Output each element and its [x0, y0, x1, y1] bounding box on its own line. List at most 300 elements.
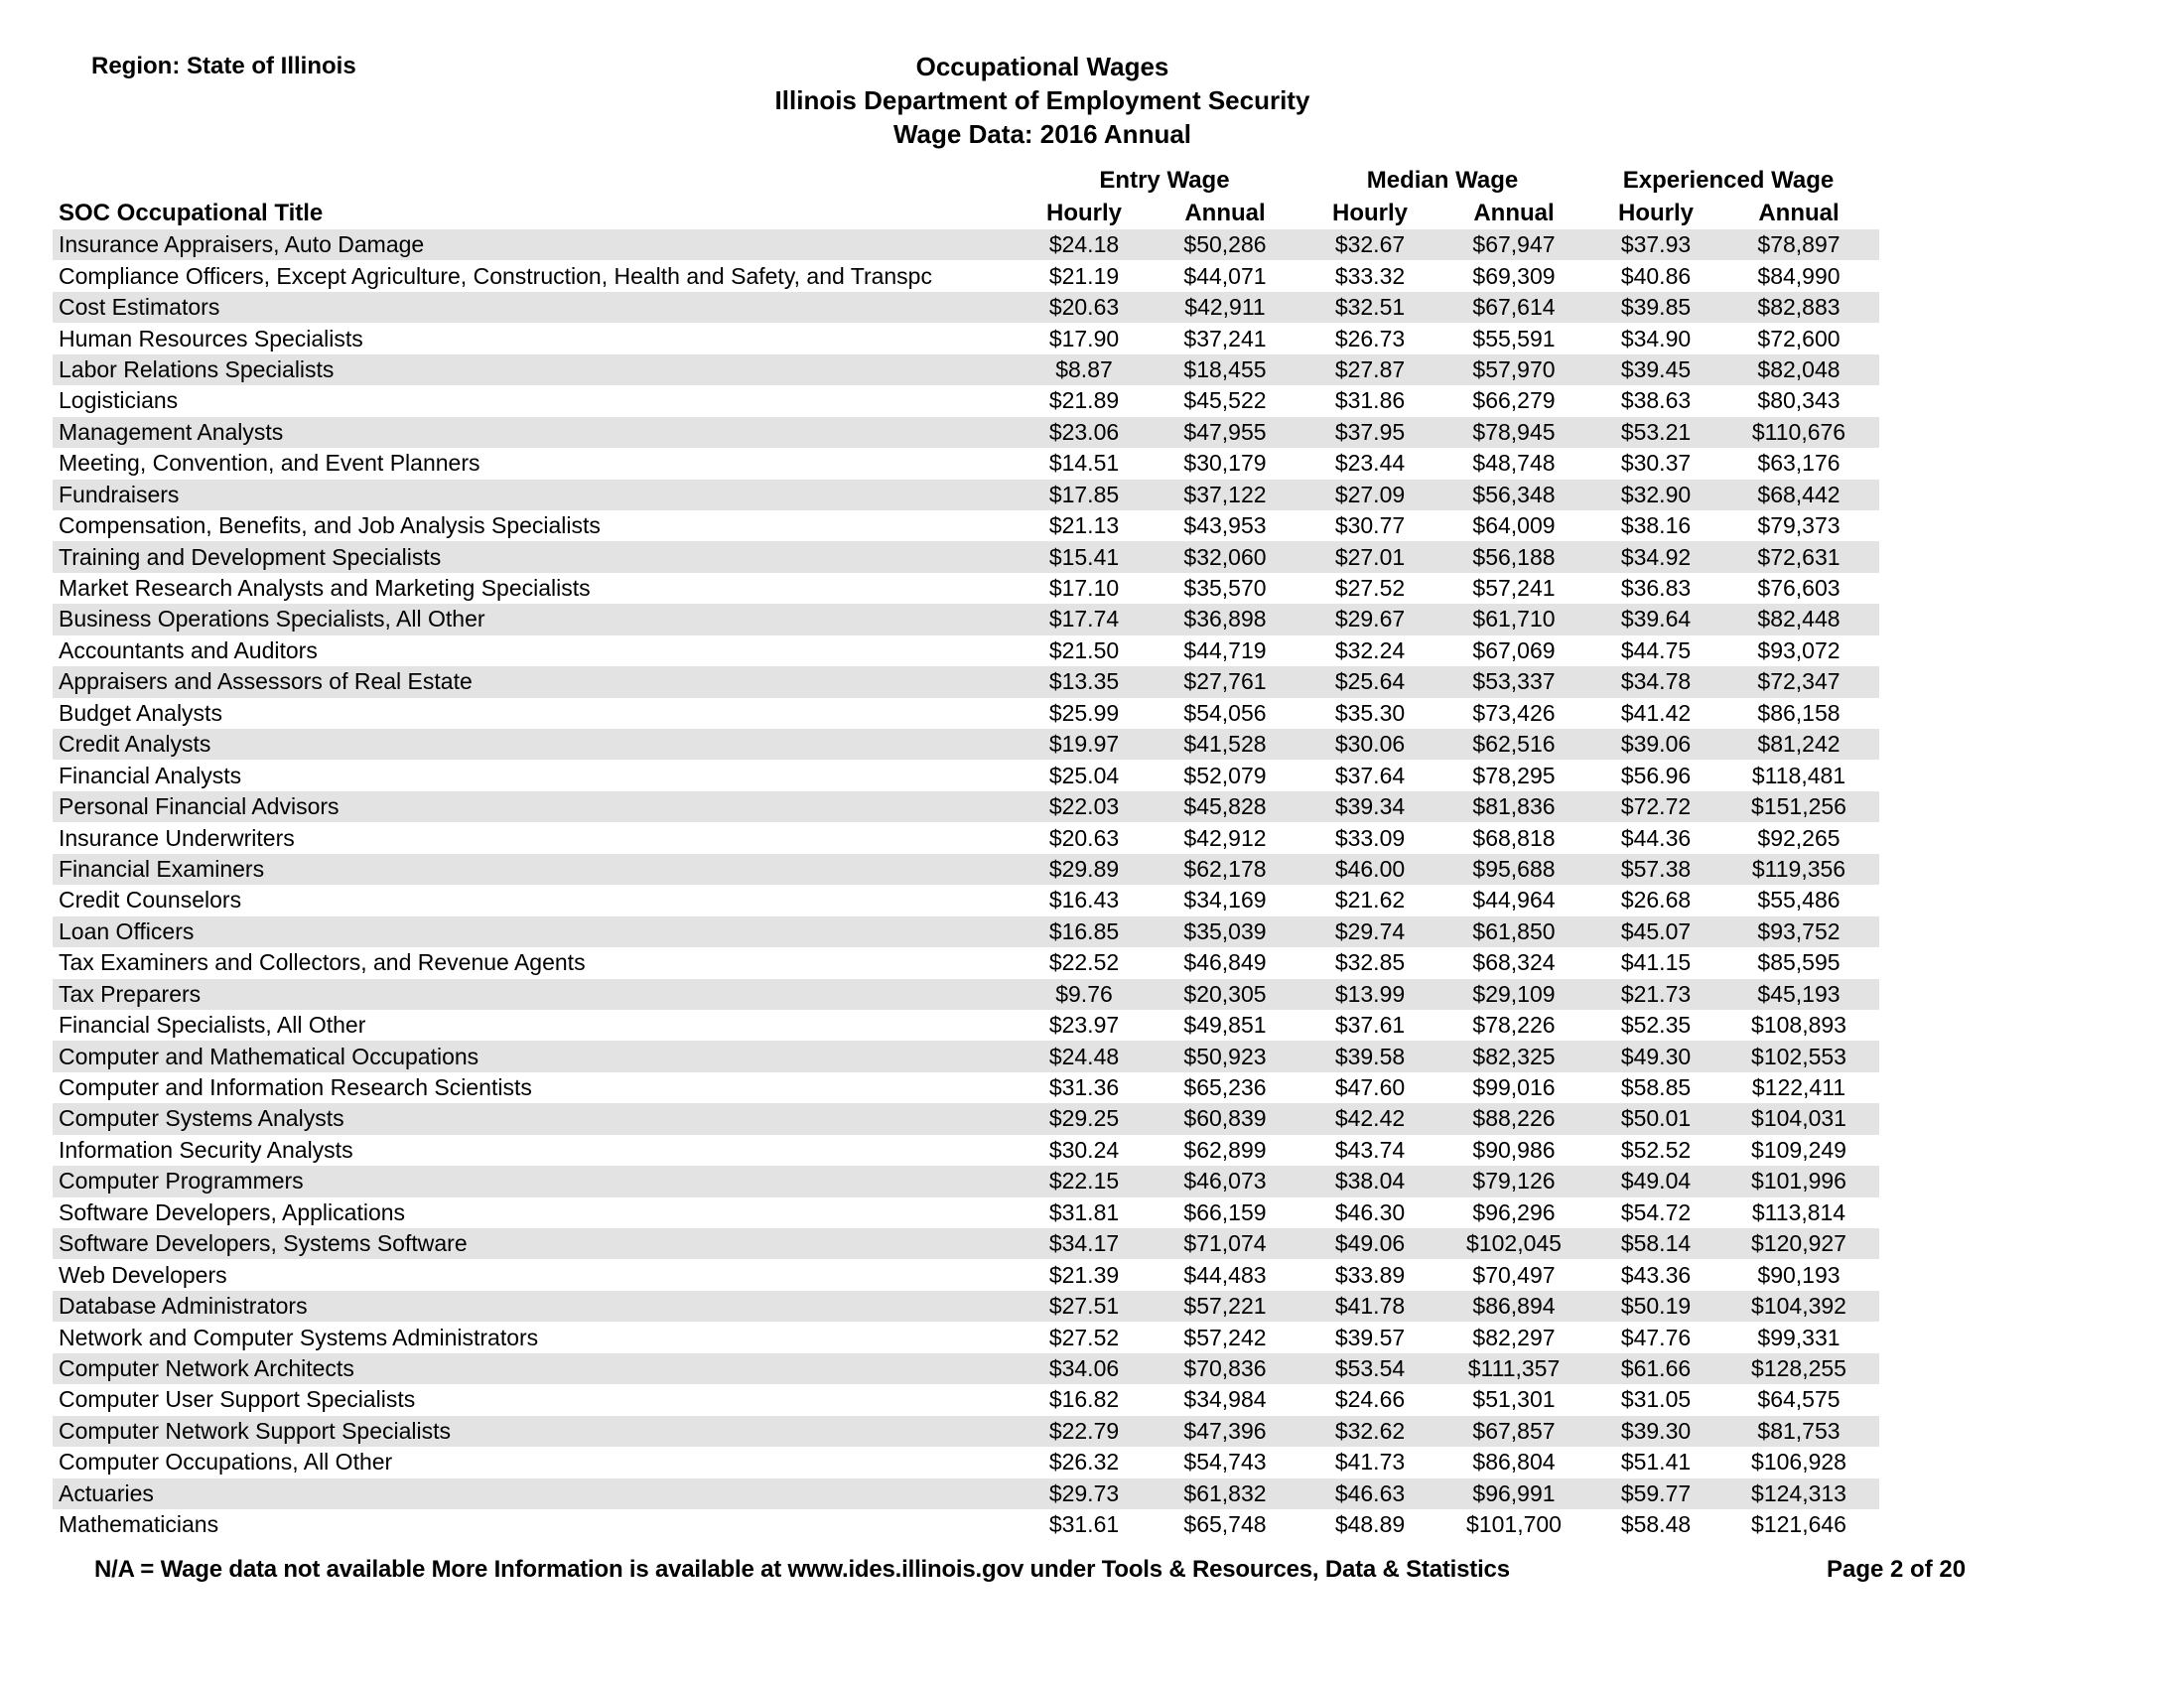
table-row: [53, 885, 1879, 915]
cell-entry-annual: $50,923: [1183, 1043, 1267, 1069]
table-row: [53, 979, 1879, 1010]
cell-experienced-hourly: $39.06: [1620, 731, 1692, 758]
cell-entry-hourly: $17.85: [1048, 481, 1120, 507]
cell-median-hourly: $35.30: [1334, 699, 1406, 726]
cell-entry-annual: $46,849: [1183, 949, 1267, 976]
table-row: [53, 480, 1879, 510]
cell-experienced-hourly: $58.85: [1620, 1074, 1692, 1101]
cell-median-hourly: $37.61: [1334, 1012, 1406, 1039]
cell-entry-annual: $37,122: [1183, 481, 1267, 507]
cell-median-hourly: $38.04: [1334, 1168, 1406, 1195]
cell-entry-hourly: $22.15: [1048, 1168, 1120, 1195]
occupation-title: Computer and Mathematical Occupations: [59, 1043, 479, 1069]
cell-experienced-annual: $84,990: [1757, 262, 1841, 289]
cell-experienced-annual: $72,600: [1757, 325, 1841, 352]
cell-median-hourly: $37.95: [1334, 418, 1406, 445]
cell-median-annual: $68,324: [1472, 949, 1556, 976]
cell-entry-hourly: $25.99: [1048, 699, 1120, 726]
occupation-title: Computer and Information Research Scientists: [59, 1074, 532, 1101]
cell-median-annual: $81,836: [1472, 793, 1556, 820]
cell-experienced-annual: $108,893: [1751, 1012, 1846, 1039]
cell-median-annual: $57,241: [1472, 575, 1556, 602]
table-row: [53, 947, 1879, 978]
cell-entry-hourly: $19.97: [1048, 731, 1120, 758]
cell-entry-annual: $65,748: [1183, 1511, 1267, 1538]
table-row: [53, 541, 1879, 572]
cell-experienced-hourly: $58.14: [1620, 1230, 1692, 1257]
occupation-title: Cost Estimators: [59, 294, 220, 321]
cell-experienced-hourly: $61.66: [1620, 1354, 1692, 1381]
occupation-title: Financial Examiners: [59, 855, 265, 882]
cell-entry-hourly: $24.48: [1048, 1043, 1120, 1069]
cell-median-hourly: $27.01: [1334, 543, 1406, 570]
cell-experienced-hourly: $41.15: [1620, 949, 1692, 976]
cell-median-hourly: $24.66: [1334, 1386, 1406, 1413]
cell-median-hourly: $47.60: [1334, 1074, 1406, 1101]
column-header-entry-hourly: Hourly: [1045, 200, 1122, 226]
table-row: [53, 1291, 1879, 1322]
cell-median-annual: $95,688: [1472, 855, 1556, 882]
cell-entry-hourly: $16.85: [1048, 917, 1120, 944]
cell-entry-annual: $54,743: [1183, 1449, 1267, 1476]
occupation-title: Financial Analysts: [59, 762, 242, 788]
cell-entry-annual: $65,236: [1183, 1074, 1267, 1101]
cell-entry-annual: $20,305: [1183, 980, 1267, 1007]
cell-median-hourly: $31.86: [1334, 387, 1406, 414]
group-header-entry: Entry Wage: [1099, 167, 1230, 194]
footer-note: N/A = Wage data not available More Information is available at www.ides.illinois.gov under Tools & Resources, Data & Statistics: [94, 1556, 1510, 1583]
table-row: [53, 1103, 1879, 1134]
cell-median-annual: $67,614: [1472, 294, 1556, 321]
table-row: [53, 729, 1879, 760]
column-header-median-annual: Annual: [1473, 200, 1555, 226]
cell-experienced-annual: $72,347: [1757, 668, 1841, 695]
table-row: [53, 229, 1879, 260]
cell-median-hourly: $27.52: [1334, 575, 1406, 602]
cell-experienced-annual: $63,176: [1757, 450, 1841, 477]
cell-entry-annual: $44,483: [1183, 1261, 1267, 1288]
cell-median-hourly: $32.85: [1334, 949, 1406, 976]
cell-median-annual: $78,945: [1472, 418, 1556, 445]
cell-median-hourly: $21.62: [1334, 887, 1406, 914]
cell-entry-hourly: $27.51: [1048, 1293, 1120, 1320]
table-row: [53, 1228, 1879, 1259]
table-row: [53, 510, 1879, 541]
cell-median-annual: $102,045: [1466, 1230, 1562, 1257]
cell-entry-hourly: $27.52: [1048, 1324, 1120, 1350]
cell-entry-annual: $45,828: [1183, 793, 1267, 820]
cell-entry-hourly: $22.79: [1048, 1417, 1120, 1444]
cell-entry-hourly: $16.43: [1048, 887, 1120, 914]
cell-entry-annual: $62,178: [1183, 855, 1267, 882]
cell-experienced-hourly: $32.90: [1620, 481, 1692, 507]
cell-entry-hourly: $31.36: [1048, 1074, 1120, 1101]
cell-experienced-annual: $120,927: [1751, 1230, 1846, 1257]
cell-experienced-annual: $85,595: [1757, 949, 1841, 976]
cell-experienced-hourly: $39.45: [1620, 355, 1692, 382]
cell-entry-annual: $47,396: [1183, 1417, 1267, 1444]
cell-median-hourly: $26.73: [1334, 325, 1406, 352]
cell-experienced-annual: $124,313: [1751, 1479, 1846, 1506]
cell-experienced-annual: $118,481: [1751, 762, 1846, 788]
cell-median-annual: $101,700: [1466, 1511, 1562, 1538]
cell-entry-annual: $43,953: [1183, 512, 1267, 539]
group-header-median: Median Wage: [1366, 167, 1519, 194]
cell-experienced-annual: $81,753: [1757, 1417, 1841, 1444]
cell-entry-hourly: $29.25: [1048, 1105, 1120, 1132]
cell-median-hourly: $33.89: [1334, 1261, 1406, 1288]
table-row: [53, 1010, 1879, 1041]
occupation-title: Actuaries: [59, 1479, 154, 1506]
cell-median-hourly: $41.73: [1334, 1449, 1406, 1476]
column-header-experienced-annual: Annual: [1758, 200, 1840, 226]
cell-median-hourly: $30.77: [1334, 512, 1406, 539]
occupation-title: Tax Preparers: [59, 980, 202, 1007]
cell-entry-hourly: $16.82: [1048, 1386, 1120, 1413]
cell-experienced-annual: $90,193: [1757, 1261, 1841, 1288]
table-row: [53, 1259, 1879, 1290]
cell-median-hourly: $32.24: [1334, 636, 1406, 663]
cell-median-hourly: $27.87: [1334, 355, 1406, 382]
cell-entry-annual: $34,984: [1183, 1386, 1267, 1413]
occupation-title: Computer Programmers: [59, 1168, 304, 1195]
cell-entry-hourly: $29.89: [1048, 855, 1120, 882]
cell-entry-hourly: $20.63: [1048, 294, 1120, 321]
cell-experienced-annual: $122,411: [1751, 1074, 1846, 1101]
cell-entry-hourly: $26.32: [1048, 1449, 1120, 1476]
cell-entry-annual: $27,761: [1183, 668, 1267, 695]
cell-experienced-hourly: $38.63: [1620, 387, 1692, 414]
cell-experienced-hourly: $26.68: [1620, 887, 1692, 914]
cell-experienced-annual: $64,575: [1757, 1386, 1841, 1413]
cell-median-annual: $48,748: [1472, 450, 1556, 477]
cell-median-annual: $96,296: [1472, 1198, 1556, 1225]
cell-median-hourly: $32.67: [1334, 231, 1406, 258]
cell-experienced-annual: $104,031: [1751, 1105, 1846, 1132]
cell-experienced-annual: $68,442: [1757, 481, 1841, 507]
cell-median-annual: $67,857: [1472, 1417, 1556, 1444]
cell-entry-hourly: $23.97: [1048, 1012, 1120, 1039]
cell-experienced-hourly: $41.42: [1620, 699, 1692, 726]
table-row: [53, 666, 1879, 697]
occupation-title: Web Developers: [59, 1261, 227, 1288]
cell-entry-annual: $37,241: [1183, 325, 1267, 352]
occupation-title: Market Research Analysts and Marketing Specialists: [59, 575, 591, 602]
cell-entry-annual: $50,286: [1183, 231, 1267, 258]
table-row: [53, 292, 1879, 323]
table-row: [53, 854, 1879, 885]
cell-median-annual: $61,710: [1472, 606, 1556, 633]
cell-entry-hourly: $21.19: [1048, 262, 1120, 289]
cell-entry-annual: $32,060: [1183, 543, 1267, 570]
cell-entry-annual: $44,071: [1183, 262, 1267, 289]
title-line-2: Illinois Department of Employment Security: [774, 85, 1310, 115]
table-row: [53, 1322, 1879, 1352]
cell-entry-hourly: $21.89: [1048, 387, 1120, 414]
table-row: [53, 760, 1879, 790]
cell-median-annual: $64,009: [1472, 512, 1556, 539]
cell-median-hourly: $49.06: [1334, 1230, 1406, 1257]
cell-entry-hourly: $21.39: [1048, 1261, 1120, 1288]
cell-median-annual: $57,970: [1472, 355, 1556, 382]
cell-experienced-annual: $109,249: [1751, 1136, 1846, 1163]
cell-experienced-hourly: $51.41: [1620, 1449, 1692, 1476]
table-column-header: [53, 198, 1879, 229]
cell-experienced-hourly: $45.07: [1620, 917, 1692, 944]
cell-median-hourly: $46.30: [1334, 1198, 1406, 1225]
cell-experienced-annual: $106,928: [1751, 1449, 1846, 1476]
cell-entry-annual: $35,570: [1183, 575, 1267, 602]
cell-experienced-annual: $119,356: [1751, 855, 1846, 882]
occupation-title: Budget Analysts: [59, 699, 222, 726]
cell-experienced-hourly: $30.37: [1620, 450, 1692, 477]
cell-entry-hourly: $34.17: [1048, 1230, 1120, 1257]
cell-experienced-hourly: $34.78: [1620, 668, 1692, 695]
cell-experienced-hourly: $39.85: [1620, 294, 1692, 321]
cell-experienced-hourly: $36.83: [1620, 575, 1692, 602]
occupation-title: Insurance Appraisers, Auto Damage: [59, 231, 425, 258]
occupation-title: Fundraisers: [59, 481, 180, 507]
cell-median-annual: $70,497: [1472, 1261, 1556, 1288]
table-row: [53, 916, 1879, 947]
cell-entry-hourly: $17.74: [1048, 606, 1120, 633]
cell-median-annual: $67,947: [1472, 231, 1556, 258]
cell-experienced-annual: $55,486: [1757, 887, 1841, 914]
cell-experienced-hourly: $56.96: [1620, 762, 1692, 788]
occupation-title: Database Administrators: [59, 1293, 308, 1320]
cell-experienced-hourly: $39.30: [1620, 1417, 1692, 1444]
cell-median-annual: $86,804: [1472, 1449, 1556, 1476]
table-group-header: [53, 164, 1879, 198]
cell-entry-annual: $70,836: [1183, 1354, 1267, 1381]
cell-entry-annual: $30,179: [1183, 450, 1267, 477]
cell-entry-hourly: $24.18: [1048, 231, 1120, 258]
table-row: [53, 822, 1879, 853]
cell-experienced-hourly: $39.64: [1620, 606, 1692, 633]
cell-median-annual: $55,591: [1472, 325, 1556, 352]
cell-entry-annual: $34,169: [1183, 887, 1267, 914]
cell-experienced-hourly: $54.72: [1620, 1198, 1692, 1225]
cell-median-hourly: $23.44: [1334, 450, 1406, 477]
cell-experienced-annual: $82,883: [1757, 294, 1841, 321]
cell-entry-hourly: $17.90: [1048, 325, 1120, 352]
cell-experienced-annual: $121,646: [1751, 1511, 1846, 1538]
table-row: [53, 1353, 1879, 1384]
cell-entry-annual: $42,912: [1183, 824, 1267, 851]
occupation-title: Credit Counselors: [59, 887, 242, 914]
occupation-title: Accountants and Auditors: [59, 636, 318, 663]
cell-entry-hourly: $31.61: [1048, 1511, 1120, 1538]
table-row: [53, 698, 1879, 729]
cell-entry-hourly: $22.03: [1048, 793, 1120, 820]
cell-experienced-annual: $81,242: [1757, 731, 1841, 758]
title-line-3: Wage Data: 2016 Annual: [892, 119, 1192, 149]
cell-median-hourly: $37.64: [1334, 762, 1406, 788]
cell-entry-hourly: $29.73: [1048, 1479, 1120, 1506]
page-number: Page 2 of 20: [1827, 1556, 1967, 1583]
cell-median-hourly: $33.09: [1334, 824, 1406, 851]
occupation-title: Computer Systems Analysts: [59, 1105, 344, 1132]
column-header-title: SOC Occupational Title: [59, 200, 324, 226]
occupation-title: Logisticians: [59, 387, 179, 414]
document-title: [645, 50, 1439, 151]
cell-median-annual: $69,309: [1472, 262, 1556, 289]
cell-median-annual: $99,016: [1472, 1074, 1556, 1101]
cell-median-annual: $61,850: [1472, 917, 1556, 944]
table-row: [53, 573, 1879, 604]
cell-median-annual: $56,348: [1472, 481, 1556, 507]
cell-experienced-hourly: $50.19: [1620, 1293, 1692, 1320]
wage-table: [53, 164, 1879, 1540]
table-row: [53, 417, 1879, 448]
occupation-title: Financial Specialists, All Other: [59, 1012, 366, 1039]
cell-experienced-hourly: $21.73: [1620, 980, 1692, 1007]
cell-median-hourly: $53.54: [1334, 1354, 1406, 1381]
cell-entry-hourly: $20.63: [1048, 824, 1120, 851]
cell-median-annual: $90,986: [1472, 1136, 1556, 1163]
occupation-title: Credit Analysts: [59, 731, 211, 758]
cell-entry-annual: $41,528: [1183, 731, 1267, 758]
column-header-experienced-hourly: Hourly: [1617, 200, 1694, 226]
cell-median-hourly: $48.89: [1334, 1511, 1406, 1538]
occupation-title: Human Resources Specialists: [59, 325, 363, 352]
table-row: [53, 1447, 1879, 1477]
cell-median-hourly: $46.63: [1334, 1479, 1406, 1506]
cell-entry-annual: $47,955: [1183, 418, 1267, 445]
cell-entry-annual: $18,455: [1183, 355, 1267, 382]
cell-median-hourly: $39.57: [1334, 1324, 1406, 1350]
occupation-title: Labor Relations Specialists: [59, 355, 335, 382]
cell-experienced-hourly: $31.05: [1620, 1386, 1692, 1413]
occupation-title: Meeting, Convention, and Event Planners: [59, 450, 480, 477]
cell-median-annual: $88,226: [1472, 1105, 1556, 1132]
table-body: [53, 229, 1879, 1540]
cell-entry-annual: $35,039: [1183, 917, 1267, 944]
cell-median-annual: $82,297: [1472, 1324, 1556, 1350]
cell-experienced-annual: $78,897: [1757, 231, 1841, 258]
cell-experienced-hourly: $52.35: [1620, 1012, 1692, 1039]
cell-median-hourly: $29.67: [1334, 606, 1406, 633]
cell-median-annual: $111,357: [1467, 1354, 1561, 1381]
cell-median-hourly: $33.32: [1334, 262, 1406, 289]
cell-entry-hourly: $22.52: [1048, 949, 1120, 976]
cell-median-annual: $56,188: [1472, 543, 1556, 570]
cell-entry-annual: $66,159: [1183, 1198, 1267, 1225]
cell-median-hourly: $29.74: [1334, 917, 1406, 944]
cell-entry-annual: $62,899: [1183, 1136, 1267, 1163]
cell-median-hourly: $39.34: [1334, 793, 1406, 820]
cell-experienced-hourly: $72.72: [1620, 793, 1692, 820]
cell-entry-annual: $42,911: [1184, 294, 1266, 321]
table-row: [53, 604, 1879, 634]
cell-median-hourly: $41.78: [1334, 1293, 1406, 1320]
table-row: [53, 1135, 1879, 1166]
cell-experienced-annual: $151,256: [1751, 793, 1846, 820]
cell-median-hourly: $13.99: [1334, 980, 1406, 1007]
cell-entry-hourly: $31.81: [1048, 1198, 1120, 1225]
occupation-title: Appraisers and Assessors of Real Estate: [59, 668, 473, 695]
occupation-title: Mathematicians: [59, 1511, 219, 1538]
cell-experienced-annual: $72,631: [1757, 543, 1841, 570]
cell-experienced-hourly: $34.90: [1620, 325, 1692, 352]
occupation-title: Management Analysts: [59, 418, 284, 445]
table-row: [53, 448, 1879, 479]
column-header-entry-annual: Annual: [1184, 200, 1266, 226]
cell-experienced-annual: $82,048: [1757, 355, 1841, 382]
cell-entry-annual: $60,839: [1183, 1105, 1267, 1132]
occupation-title: Tax Examiners and Collectors, and Revenue Agents: [59, 949, 586, 976]
cell-experienced-annual: $93,072: [1757, 636, 1841, 663]
table-row: [53, 1072, 1879, 1103]
cell-experienced-hourly: $44.36: [1620, 824, 1692, 851]
cell-entry-annual: $36,898: [1183, 606, 1267, 633]
cell-entry-hourly: $23.06: [1048, 418, 1120, 445]
cell-median-hourly: $39.58: [1334, 1043, 1406, 1069]
cell-experienced-hourly: $59.77: [1620, 1479, 1692, 1506]
cell-entry-annual: $61,832: [1183, 1479, 1267, 1506]
cell-median-annual: $67,069: [1472, 636, 1556, 663]
cell-experienced-hourly: $49.04: [1620, 1168, 1692, 1195]
cell-experienced-annual: $79,373: [1757, 512, 1841, 539]
occupation-title: Software Developers, Systems Software: [59, 1230, 468, 1257]
cell-entry-hourly: $13.35: [1048, 668, 1120, 695]
cell-entry-hourly: $21.13: [1048, 512, 1120, 539]
occupation-title: Compensation, Benefits, and Job Analysis Specialists: [59, 512, 601, 539]
cell-experienced-hourly: $34.92: [1620, 543, 1692, 570]
cell-entry-hourly: $8.87: [1055, 355, 1113, 382]
cell-experienced-hourly: $50.01: [1620, 1105, 1692, 1132]
cell-entry-hourly: $25.04: [1048, 762, 1120, 788]
table-row: [53, 635, 1879, 666]
cell-experienced-hourly: $52.52: [1620, 1136, 1692, 1163]
occupation-title: Computer Occupations, All Other: [59, 1449, 393, 1476]
cell-entry-hourly: $14.51: [1048, 450, 1120, 477]
table-row: [53, 323, 1879, 353]
cell-median-hourly: $30.06: [1334, 731, 1406, 758]
cell-experienced-annual: $80,343: [1757, 387, 1841, 414]
cell-entry-annual: $49,851: [1183, 1012, 1267, 1039]
cell-experienced-annual: $110,676: [1751, 418, 1846, 445]
occupation-title: Loan Officers: [59, 917, 195, 944]
cell-entry-annual: $45,522: [1183, 387, 1267, 414]
cell-experienced-annual: $93,752: [1757, 917, 1841, 944]
cell-entry-annual: $46,073: [1183, 1168, 1267, 1195]
occupation-title: Information Security Analysts: [59, 1136, 353, 1163]
cell-experienced-annual: $99,331: [1757, 1324, 1841, 1350]
table-row: [53, 1478, 1879, 1509]
cell-entry-annual: $57,221: [1183, 1293, 1267, 1320]
cell-median-hourly: $42.42: [1334, 1105, 1406, 1132]
occupation-title: Insurance Underwriters: [59, 824, 295, 851]
cell-entry-hourly: $15.41: [1048, 543, 1120, 570]
cell-entry-hourly: $21.50: [1048, 636, 1120, 663]
cell-entry-annual: $54,056: [1183, 699, 1267, 726]
table-row: [53, 385, 1879, 416]
cell-median-annual: $44,964: [1472, 887, 1556, 914]
cell-experienced-annual: $76,603: [1757, 575, 1841, 602]
cell-median-annual: $66,279: [1472, 387, 1556, 414]
cell-entry-hourly: $17.10: [1048, 575, 1120, 602]
table-row: [53, 354, 1879, 385]
cell-experienced-annual: $113,814: [1751, 1198, 1846, 1225]
group-header-experienced: Experienced Wage: [1622, 167, 1835, 194]
cell-median-hourly: $32.62: [1334, 1417, 1406, 1444]
cell-entry-hourly: $34.06: [1048, 1354, 1120, 1381]
column-header-median-hourly: Hourly: [1331, 200, 1408, 226]
cell-experienced-annual: $86,158: [1757, 699, 1841, 726]
table-row: [53, 1197, 1879, 1228]
cell-median-annual: $96,991: [1472, 1479, 1556, 1506]
